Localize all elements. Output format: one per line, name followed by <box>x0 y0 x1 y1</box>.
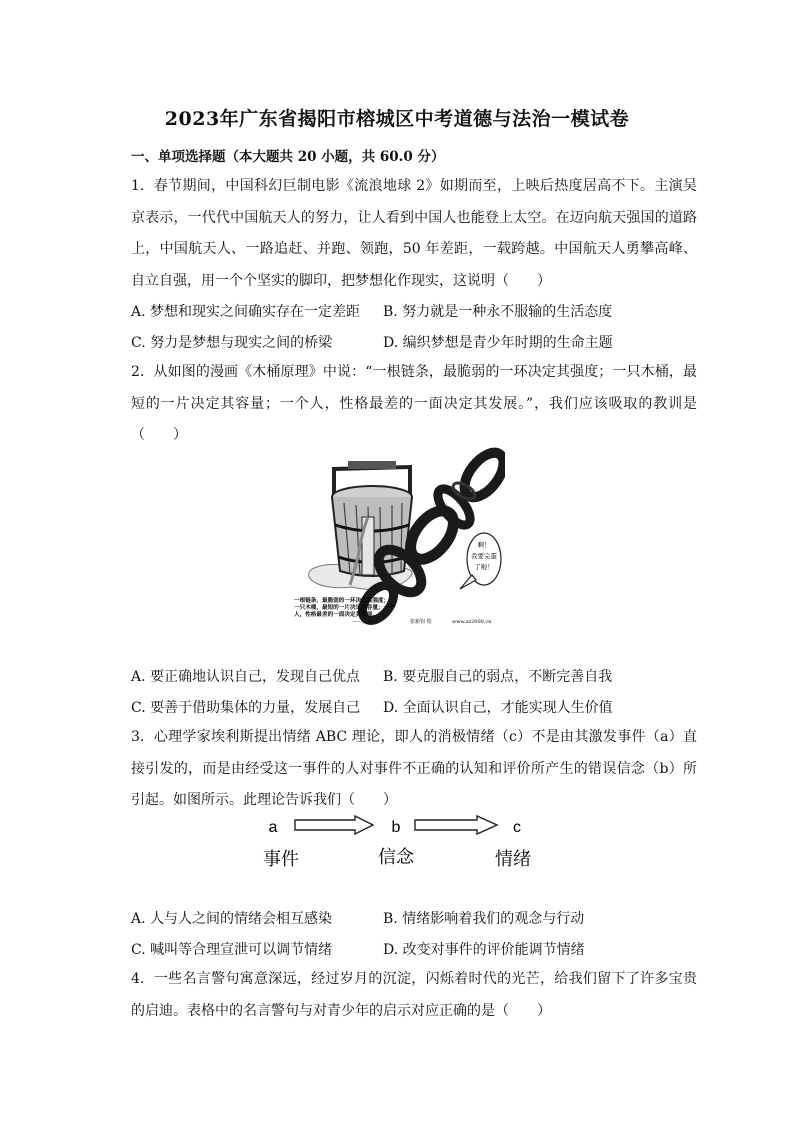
bubble-line-2: 我要完蛋 <box>471 552 497 560</box>
node-a-letter: a <box>268 819 278 836</box>
q2-option-d[interactable]: D. 全面认识自己，才能实现人生价值 <box>383 700 613 716</box>
question-1-stem: 1. 春节期间，中国科幻巨制电影《流浪地球 2》如期而至，上映后热度居高不下。主演吴京表示，一代代中国航天人的努力，让人看到中国人也能登上太空。在迈向航天强国的道路上，中国航天人、一路追赶、并跑、领跑，50 年差距，一载跨越。中国航天人勇攀高峰、自立自强，用一个个坚实的脚印，把梦想化作现实，这说明（ ） <box>131 178 697 289</box>
cartoon-author: ——佚名 <box>352 619 373 625</box>
question-3-stem: 3. 心理学家埃利斯提出情绪 ABC 理论，即人的消极情绪（c）不是由其激发事件（a）直接引发的，而是由经受这一事件的人对事件不正确的认知和评价所产生的错误信念（b）所引起。如图所示。此理论告诉我们（ ） <box>131 729 697 808</box>
node-b-label: 信念 <box>378 847 414 868</box>
exam-title: 2023年广东省揭阳市榕城区中考道德与法治一模试卷 <box>164 108 630 130</box>
q3-option-a[interactable]: A. 人与人之间的情绪会相互感染 <box>131 911 333 927</box>
q3-option-d[interactable]: D. 改变对事件的评价能调节情绪 <box>383 942 585 958</box>
q3-option-c[interactable]: C. 喊叫等合理宣泄可以调节情绪 <box>131 942 333 958</box>
node-c-label: 情绪 <box>495 849 531 870</box>
arrow-b-to-c <box>415 816 497 834</box>
q1-option-d[interactable]: D. 编织梦想是青少年时期的生命主题 <box>383 335 613 351</box>
q1-option-b[interactable]: B. 努力就是一种永不服输的生活态度 <box>383 304 613 320</box>
node-b-letter: b <box>391 819 401 836</box>
q1-option-a[interactable]: A. 梦想和现实之间确实存在一定差距 <box>131 304 361 320</box>
node-a-label: 事件 <box>263 849 299 870</box>
cartoon-caption-line-2: 一只木桶，最短的一片决定其容量；一个 <box>294 605 395 611</box>
q1-option-c[interactable]: C. 努力是梦想与现实之间的桥梁 <box>131 335 333 351</box>
bubble-line-3: 了啦！ <box>474 563 494 571</box>
cartoon-caption-line-1: 一根链条，最脆弱的一环决定其强度； <box>294 598 390 604</box>
question-4-stem: 4. 一些名言警句寓意深远，经过岁月的沉淀，闪烁着时代的光芒，给我们留下了许多宝贵的启迪。表格中的名言警句与对青少年的启示对应正确的是（ ） <box>131 971 697 1019</box>
q2-option-a[interactable]: A. 要正确地认识自己，发现自己优点 <box>131 669 361 685</box>
abc-theory-diagram <box>255 813 545 873</box>
bubble-line-1: 啊！ <box>477 541 491 549</box>
section-heading: 一、单项选择题（本大题共 20 小题，共 60.0 分） <box>131 149 445 165</box>
question-2-stem: 2. 从如图的漫画《木桶原理》中说：“一根链条，最脆弱的一环决定其强度；一只木桶，最短的一片决定其容量；一个人，性格最差的一面决定其发展。”，我们应该吸取的教训是（ ） <box>131 364 697 443</box>
cartoon-site: www.zz2000.cn <box>452 619 492 625</box>
q3-option-b[interactable]: B. 情绪影响着我们的观念与行动 <box>383 911 585 927</box>
cartoon-caption-line-3: 人，性格最差的一面决定其发展。 <box>294 612 378 618</box>
arrow-a-to-b <box>295 816 373 834</box>
bucket-chain-cartoon <box>292 447 505 627</box>
node-c-letter: c <box>513 819 521 836</box>
cartoon-signature: 张新钧 绘 <box>410 619 432 625</box>
q2-option-c[interactable]: C. 要善于借助集体的力量，发展自己 <box>131 700 361 716</box>
q2-option-b[interactable]: B. 要克服自己的弱点，不断完善自我 <box>383 669 613 685</box>
